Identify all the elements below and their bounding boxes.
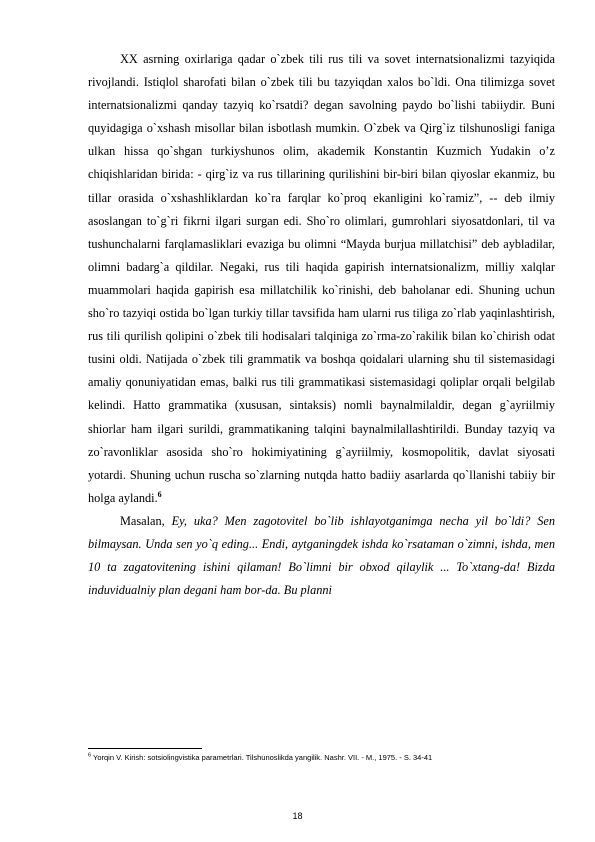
paragraph-2-lead: Masalan, [120, 513, 172, 528]
paragraph-2 [88, 510, 555, 602]
paragraph-1-text: XX asrning oxirlariga qadar o`zbek tili rus tili va sovet internatsionalizmi tazyiqida rivojlandi. Istiqlol sharofati bilan o`zbek tili bu tazyiqdan xalos bo`ldi. Ona tilimizga sovet internatsionalizmi qanday tazyiq ko`rsatdi? degan savolning paydo bo`lishi tabiiydir. Buni quyidagiga o`xshash misollar bilan isbotlash mumkin. O`zbek va Qirg`iz tilshunosligi faniga ulkan hissa qo`shgan turkiyshunos olim, akademik Konstantin Kuzmich Yudakin o’z chiqishlaridan birida: - qirg`iz va rus tillarining qurilishini bir-biri bilan qiyoslar ekanmiz, bu tillar orasida o`xshashliklardan ko`ra farqlar ko`proq ekanligini ko`ramiz”, -- deb ilmiy asoslangan to`g`ri fikrni ilgari surgan edi. Sho`ro olimlari, gumrohlari siyosatdonlari, til va tushunchalarni farqlamasliklari evaziga bu olimni “Mayda burjua millatchisi” deb aybladilar, olimni badarg`a qildilar. Negaki, rus tili haqida gapirish internatsionalizm, milliy xalqlar muammolari haqida gapirish esa millatchilik ko`rinishi, deb baholanar edi. Shuning uchun sho`ro tazyiqi ostida bo`lgan turkiy tillar tavsifida ham ularni rus tiliga zo`rlab yaqinlashtirish, rus tili qurilish qolipini o`zbek tili hodisalari talqiniga zo`rma-zo`rakilik bilan ko`chirish odat tusini oldi. Natijada o`zbek tili grammatik va boshqa qoidalari ularning shu til sistemasidagi amaliy qonuniyatidan emas, balki rus tili grammatikasi sistemasidagi qoliplar orqali belgilab kelindi. Hatto grammatika (xususan, sintaksis) nomli baynalmilaldir, degan g`ayriilmiy shiorlar ham ilgari surildi, grammatikaning talqini baynalmilallashtirildi. Bunday tazyiq va zo`ravonliklar asosida sho`ro hokimiyatining g`ayriilmiy, kosmopolitik, davlat siyosati yotardi. Shuning uchun ruscha so`zlarning nutqda hatto badiiy asarlarda qo`llanishi tabiiy bir holga aylandi. [88, 52, 555, 505]
footnote-text: Yorqin V. Kirish: sotsiolingvistika parametrlari. Tilshunoslikda yangilik. Nashr. VII. - M., 1975. - S. 34-41 [91, 753, 433, 762]
footnote-reference: 6 [157, 489, 162, 499]
page-number: 18 [292, 811, 303, 821]
footnote [88, 752, 555, 763]
paragraph-1 [88, 48, 555, 510]
footnote-divider [88, 748, 202, 749]
main-text [88, 48, 555, 602]
paragraph-2-quote: Ey, uka? Men zagotovitel bo`lib ishlayotganimga necha yil bo`ldi? Sen bilmaysan. Unda sen yo`q eding... Endi, aytganingdek ishda ko`rsataman o`zimni, ishda, men 10 ta zagatovitening ishini qilaman! Bo`limni bir obxod qilaylik ... To`xtang-da! Bizda induvidualniy plan degani ham bor-da. Bu planni [88, 513, 555, 598]
footnote-number: 6 [88, 752, 92, 759]
